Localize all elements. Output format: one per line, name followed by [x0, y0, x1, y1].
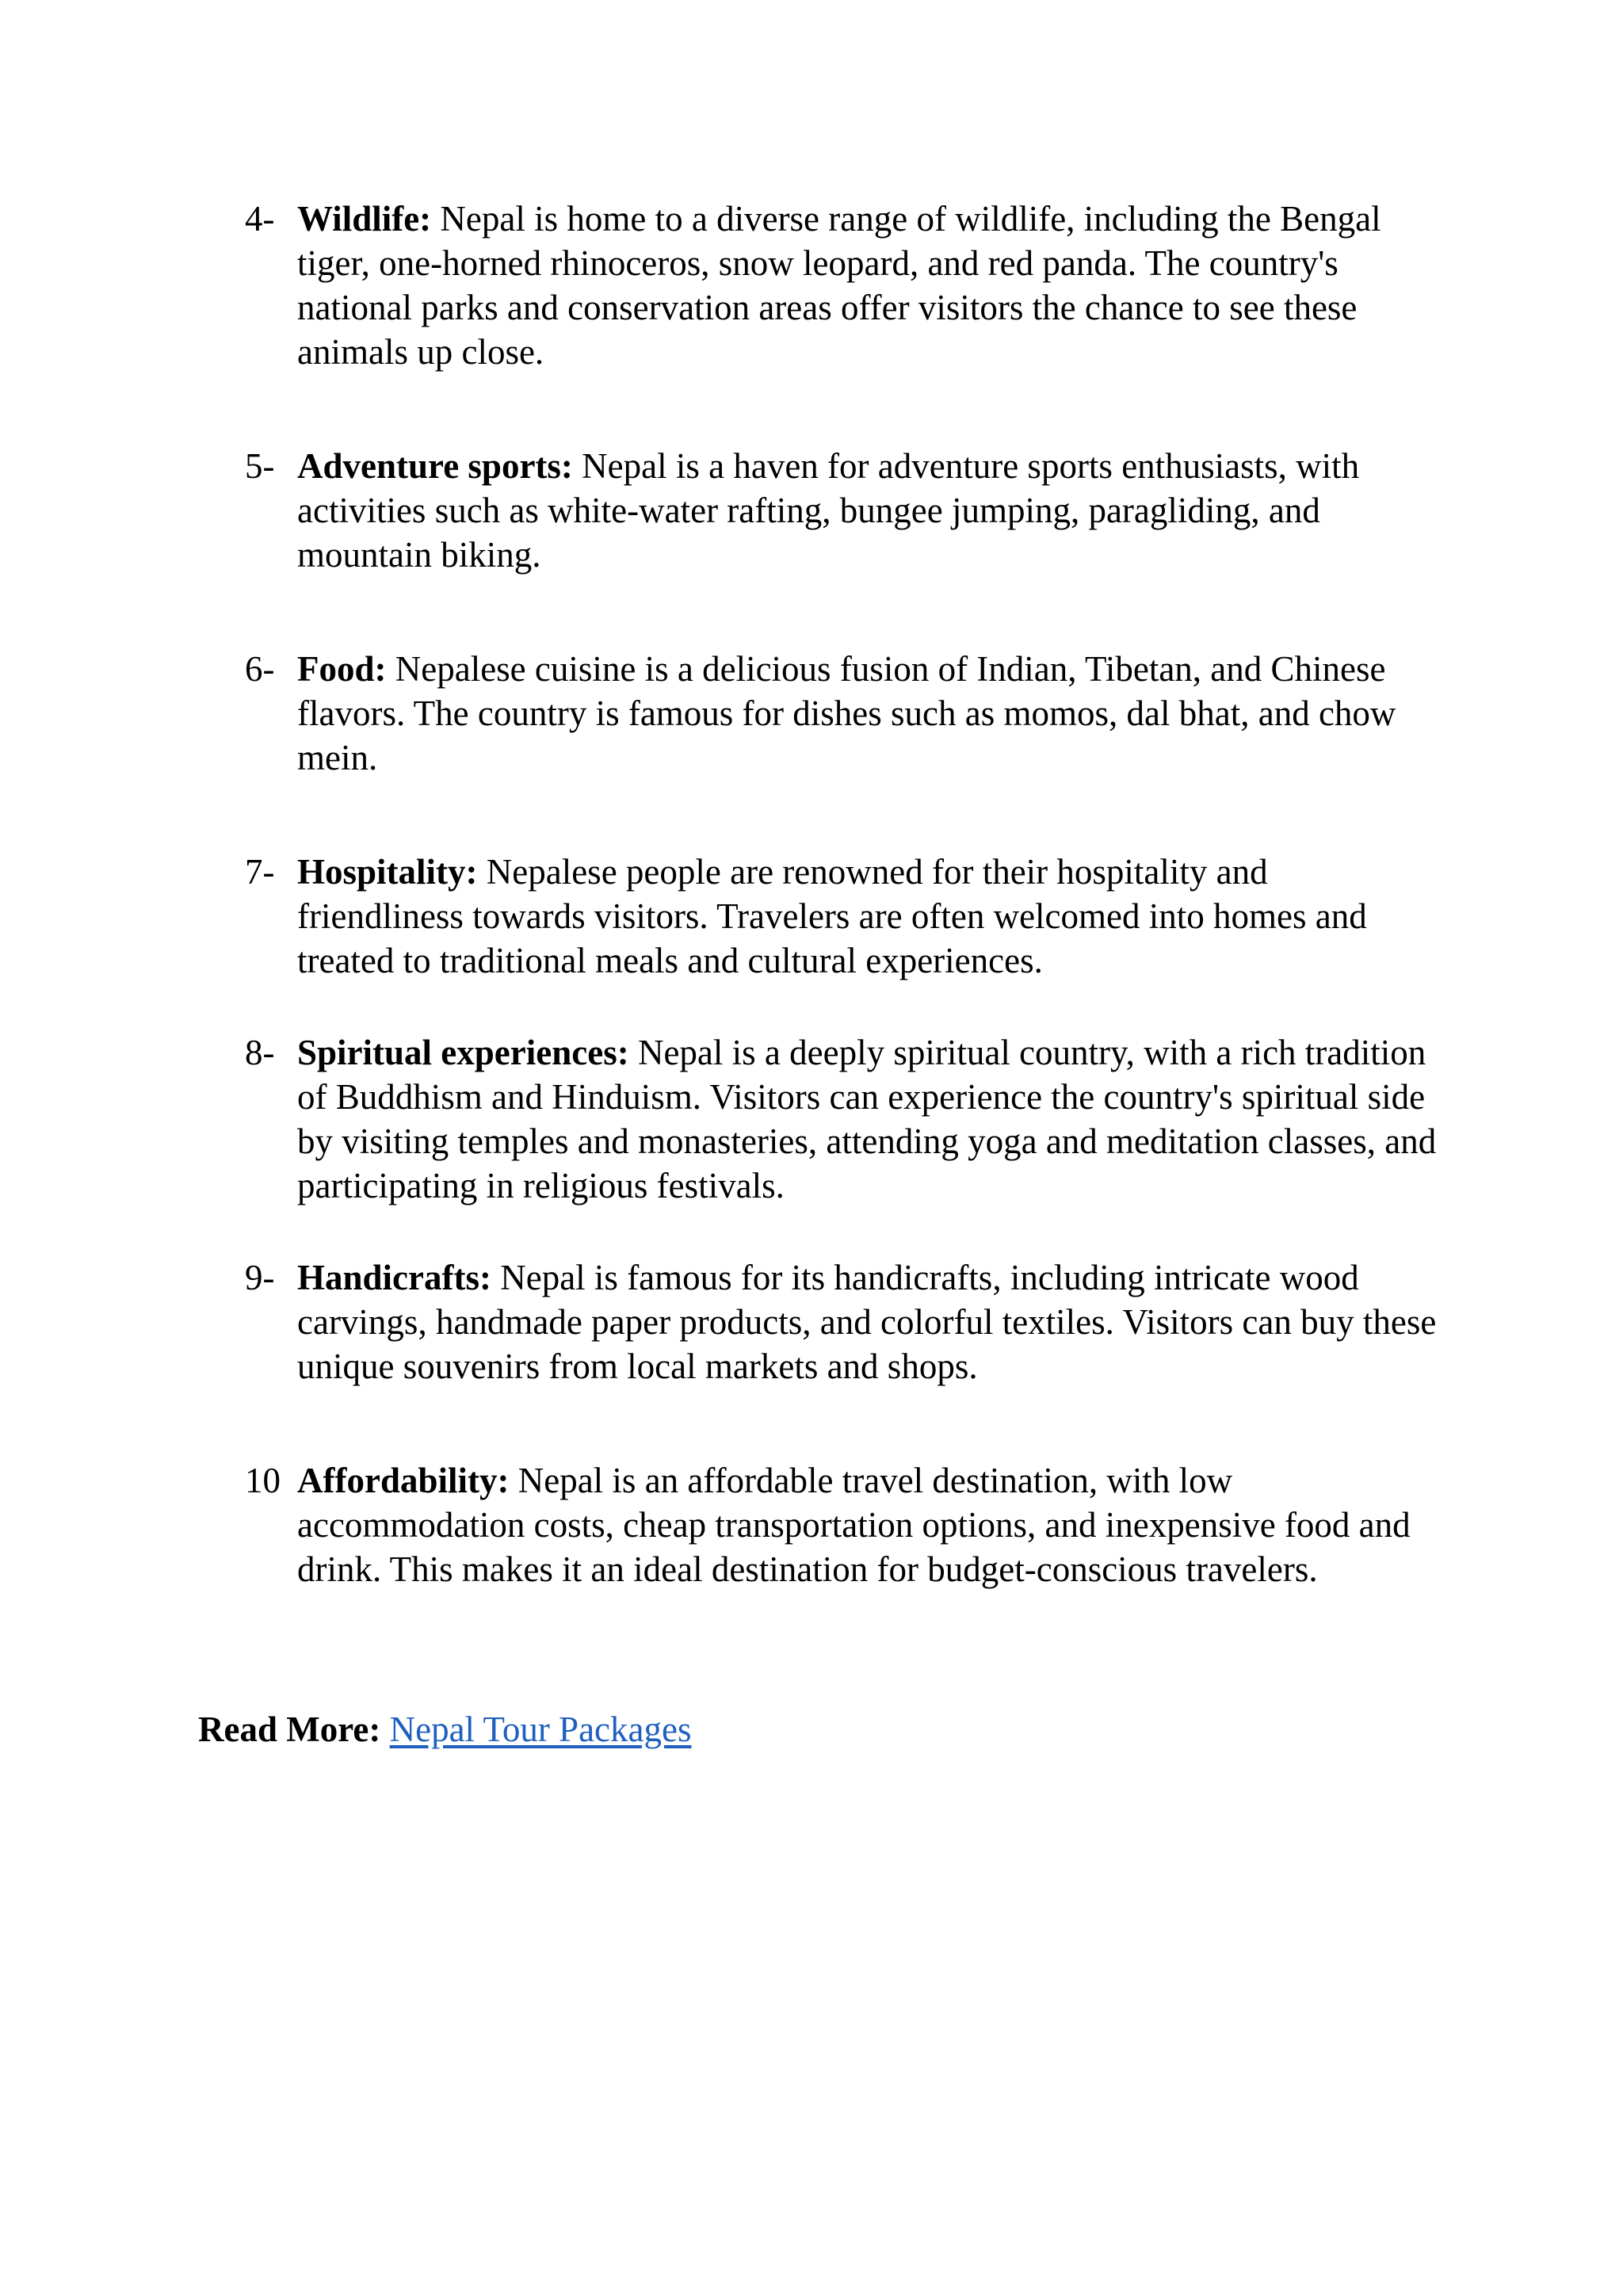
list-item-number: 8-	[245, 1033, 275, 1072]
list-item-label: Hospitality:	[297, 852, 478, 892]
list-item-label: Wildlife:	[297, 199, 432, 239]
list-item-text: Nepal is a haven for adventure sports enthusiasts, with activities such as white-water rafting, bungee jumping, paragliding, and mountain biking.	[297, 446, 1360, 575]
list-item-adventure-sports	[245, 444, 1442, 577]
list-item-handicrafts	[245, 1255, 1442, 1389]
list-item-affordability	[245, 1458, 1442, 1591]
list-item-text: Nepalese people are renowned for their hospitality and friendliness towards visitors. Travelers are often welcomed into homes and treated to traditional meals and cultural experiences.	[297, 852, 1367, 980]
list-item-number: 10	[245, 1461, 281, 1500]
list-item-food	[245, 647, 1442, 780]
list-item-label: Spiritual experiences:	[297, 1033, 629, 1072]
list-item-label: Handicrafts:	[297, 1258, 491, 1297]
nepal-tour-packages-link[interactable]: Nepal Tour Packages	[389, 1710, 692, 1749]
reasons-list	[245, 197, 1442, 1591]
list-item-label: Affordability:	[297, 1461, 510, 1500]
list-item-hospitality	[245, 850, 1442, 983]
read-more-label: Read More:	[198, 1710, 381, 1749]
list-item-text: Nepal is a deeply spiritual country, with a rich tradition of Buddhism and Hinduism. Visitors can experience the country's spiritual side by visiting temples and monasteries, attending yoga and meditation classes, and participating in religious festivals.	[297, 1033, 1437, 1205]
list-item-label: Food:	[297, 649, 387, 689]
list-item-number: 6-	[245, 649, 275, 689]
list-item-number: 4-	[245, 199, 275, 239]
list-item-text: Nepal is home to a diverse range of wildlife, including the Bengal tiger, one-horned rhinoceros, snow leopard, and red panda. The country's national parks and conservation areas offer visitors the chance to see these animals up close.	[297, 199, 1381, 372]
list-item-wildlife	[245, 197, 1442, 374]
list-item-text: Nepal is an affordable travel destination, with low accommodation costs, cheap transportation options, and inexpensive food and drink. This makes it an ideal destination for budget-conscious travelers.	[297, 1461, 1411, 1589]
list-item-spiritual-experiences	[245, 1030, 1442, 1208]
list-item-label: Adventure sports:	[297, 446, 573, 486]
list-item-text: Nepal is famous for its handicrafts, including intricate wood carvings, handmade paper products, and colorful textiles. Visitors can buy these unique souvenirs from local markets and shops.	[297, 1258, 1437, 1386]
list-item-number: 5-	[245, 446, 275, 486]
list-item-text: Nepalese cuisine is a delicious fusion of Indian, Tibetan, and Chinese flavors. The country is famous for dishes such as momos, dal bhat, and chow mein.	[297, 649, 1396, 777]
list-item-number: 9-	[245, 1258, 275, 1297]
read-more	[198, 1707, 692, 1752]
list-item-number: 7-	[245, 852, 275, 892]
